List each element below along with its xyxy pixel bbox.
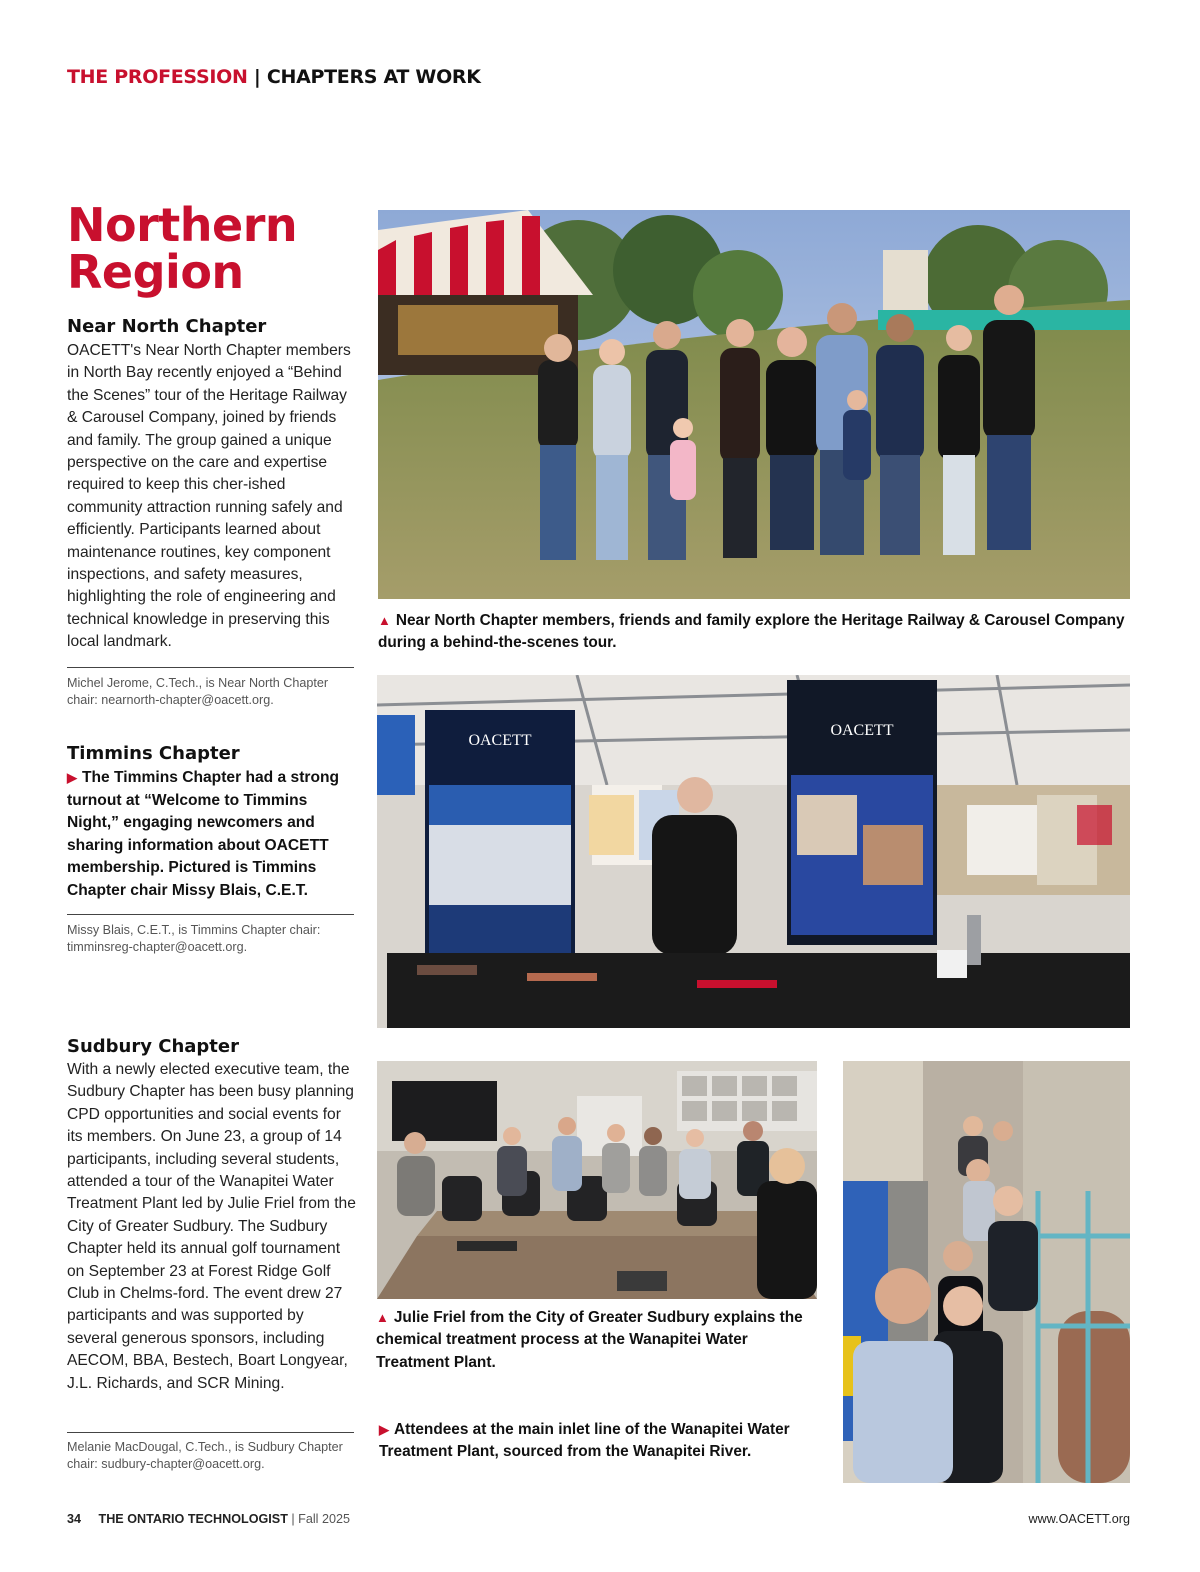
region-title: Northern Region bbox=[67, 198, 298, 299]
timmins-body: The Timmins Chapter had a strong turnout at “Welcome to Timmins Night,” engaging newcomers and sharing information about OACETT membership. Pictured is Timmins Chapter chair Missy Blais, C.E.T. bbox=[67, 769, 340, 899]
timmins-booth-photo bbox=[377, 675, 1130, 1028]
banner-brand: OACETT bbox=[468, 732, 532, 749]
near-north-heading: Near North Chapter bbox=[67, 316, 267, 337]
section-header bbox=[67, 66, 481, 88]
page-number: 34 bbox=[67, 1512, 82, 1526]
carousel-caption-block bbox=[378, 610, 1130, 655]
boardroom-caption: Julie Friel from the City of Greater Sudbury explains the chemical treatment process at the Wanapitei Water Treatment Plant. bbox=[376, 1309, 803, 1371]
red-right-triangle-icon: ▶ bbox=[379, 1422, 389, 1437]
inlet-caption-block bbox=[379, 1419, 819, 1464]
near-north-body: OACETT's Near North Chapter members in North Bay recently enjoyed a “Behind the Scenes” tour of the Heritage Railway & Carousel Company, joined by friends and family. The group gained a unique perspective on the care and expertise required to keep this cher-ished community attraction running safely and efficiently. Participants learned about maintenance routines, key component inspections, and safety measures, highlighting the role of engineering and technical knowledge in preserving this local landmark. bbox=[67, 342, 351, 651]
red-up-triangle-icon: ▲ bbox=[376, 1310, 389, 1325]
near-north-credit: Michel Jerome, C.Tech., is Near North Chapter chair: nearnorth-chapter@oacett.org. bbox=[67, 676, 329, 707]
header-separator: | bbox=[253, 66, 261, 88]
section-label: THE PROFESSION bbox=[67, 66, 248, 88]
red-up-triangle-icon: ▲ bbox=[378, 613, 391, 628]
subsection-label: CHAPTERS AT WORK bbox=[266, 66, 481, 88]
inlet-line-photo bbox=[843, 1061, 1130, 1483]
boardroom-caption-block bbox=[376, 1307, 821, 1374]
carousel-caption: Near North Chapter members, friends and family explore the Heritage Railway & Carousel Company during a behind-the-scenes tour. bbox=[378, 612, 1125, 652]
divider-rule bbox=[67, 1432, 354, 1433]
banner-brand-2: OACETT bbox=[830, 722, 894, 739]
inlet-caption: Attendees at the main inlet line of the Wanapitei Water Treatment Plant, sourced from the Wanapitei River. bbox=[379, 1421, 790, 1461]
sudbury-credit: Melanie MacDougal, C.Tech., is Sudbury Chapter chair: sudbury-chapter@oacett.org. bbox=[67, 1440, 343, 1471]
sudbury-body: With a newly elected executive team, the Sudbury Chapter has been busy planning CPD opportunities and social events for its members. On June 23, a group of 14 participants, including several students, attended a tour of the Wanapitei Water Treatment Plant led by Julie Friel from the City of Greater Sudbury. The Sudbury Chapter held its annual golf tournament on September 23 at Forest Ridge Golf Club in Chelms-ford. The event drew 27 participants and was supported by several generous sponsors, including AECOM, BBA, Bestech, Boart Longyear, J.L. Richards, and SCR Mining. bbox=[67, 1061, 356, 1392]
red-right-triangle-icon: ▶ bbox=[67, 770, 77, 785]
publication-name: THE ONTARIO TECHNOLOGIST bbox=[98, 1512, 288, 1526]
divider-rule bbox=[67, 914, 354, 915]
page-footer bbox=[67, 1512, 350, 1526]
carousel-group-photo bbox=[378, 210, 1130, 599]
sudbury-heading: Sudbury Chapter bbox=[67, 1036, 239, 1057]
website-link[interactable]: www.OACETT.org bbox=[1028, 1512, 1130, 1526]
footer-divider: | bbox=[291, 1512, 295, 1526]
timmins-body-block bbox=[67, 767, 357, 903]
timmins-credit: Missy Blais, C.E.T., is Timmins Chapter chair: timminsreg-chapter@oacett.org. bbox=[67, 923, 321, 954]
timmins-heading: Timmins Chapter bbox=[67, 743, 240, 764]
divider-rule bbox=[67, 667, 354, 668]
issue-label: Fall 2025 bbox=[298, 1512, 350, 1526]
boardroom-photo bbox=[377, 1061, 817, 1299]
